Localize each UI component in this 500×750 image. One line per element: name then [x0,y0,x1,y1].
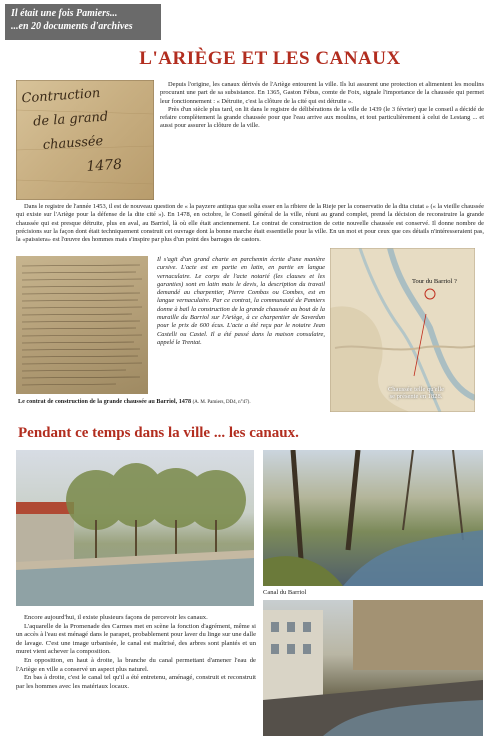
handwriting-line: chaussée [42,133,104,154]
charter-caption [18,398,328,405]
outro-paragraph-2: L'aquarelle de la Promenade des Carmes met en scène la fonction d'agrément, même si un accès à l'eau est ménagé dans le parapet, probablement pour laver du linge sur une dalle de lavage. C'est une image urbanisée, le canal est maîtrisé, des arbres sont plantés et un muret vient achever la composition. [16,622,256,656]
intro-text-upper [160,81,484,131]
intro-paragraph-3: Dans le registre de l'année 1453, il est de nouveau question de « la payzere antiqua que solia esser en la ribiere de la Rieje per la conservatio de la dita ciutat » (« la vieille chaussée qui existe sur l'Ariège pour la défense de la dite cité »). En 1478, en octobre, le Conseil général de la ville, réuni au grand complet, prend la décision de reconstruire la grande chaussée qui est presque détruite, plus en aval, au Barriol, là où elle était anciennement. Le contrat de construction de cette nouvelle chaussée est conservé. Il donne nombre de précisions sur la façon dont était techniquement construit cet ouvrage dont la bonne marche était essentielle pour la ville. En un mot et pour ceux que ces détails n'intéresseraient pas, la «paissiera» est l'œuvre des hommes mais s'inspire par plus d'un point des barrages de castors. [16,203,484,244]
section-heading: Pendant ce temps dans la ville ... les canaux. [18,425,299,441]
series-header [5,4,161,40]
page-title: L'ARIÈGE ET LES CANAUX [139,48,401,69]
map-label-line: Chaussée telle qu'elle [387,386,445,393]
map-label-chaussee [366,386,466,400]
outro-paragraph-4: En bas à droite, c'est le canal tel qu'il a été entretenu, aménagé, construit et reconstruit par les hommes avec les matériaux locaux. [16,674,256,690]
intro-text-lower [16,203,484,244]
charter-text: Il s'agit d'un grand charte en parchemin écrite d'une manière cursive. L'acte est en partie en latin, en partie en langue vernaculaire. Le corps de l'acte notarié (les clauses et les garanties) sont en latin mais le devis, la description du travail demandé au charpentier, Pierre Combas ou Combes, est en langue vernaculaire. Par ce contrat, la communauté de Pamiers donne à bail la construction de la grande chaussée au bout de la muraille du Barriol sur l'Ariège, à ce charpentier de Saverdun pour le prix de 600 écus. L'acte a été reçu par le notaire Jean Castelli ou Castel. Il a été passé dans la maison consulaire, appelé le Trentat. [157,256,325,346]
charter-caption-source: (A. M. Pamiers, DD4, n°47). [192,400,251,405]
handwriting-line: Contruction [21,85,101,107]
map-label-line: se présente en 1828. [389,393,443,400]
watercolor-promenade [16,450,254,606]
canal-caption: Canal du Barriol [263,589,307,596]
charter-description [157,256,325,347]
canal-buildings-photo [263,600,483,736]
outro-text [16,614,256,691]
outro-paragraph-3: En opposition, en haut à droite, la branche du canal permettant d'amener l'eau de l'Ariège en ville a conservé un aspect plus naturel. [16,656,256,673]
map-label-tour: Tour du Barriol ? [412,278,457,285]
outro-paragraph-1: Encore aujourd'hui, il existe plusieurs façons de percevoir les canaux. [24,614,208,621]
canal-barriol-photo [263,450,483,586]
series-line-2: ...en 20 documents d'archives [11,21,133,32]
charter-photo [16,256,148,394]
map-1828 [330,248,475,412]
series-line-1: Il était une fois Pamiers... [11,8,118,19]
archive-label-photo [16,80,154,200]
handwriting-line: 1478 [85,156,123,176]
intro-paragraph-2: Près d'un siècle plus tard, on lit dans le registre de délibérations de la ville de 1439 (le 3 février) que le conseil a décidé de refaire complètement la grande chaussée pour que l'eau arrive aux moulins, et tout particulièrement à celui de Lestang ... et aussi pour assurer la clôture de la ville. [160,105,484,130]
intro-paragraph-1: Depuis l'origine, les canaux dérivés de l'Ariège entourent la ville. Ils lui assurent une protection et alimentent les moulins procurant une part de sa subsistance. En 1365, Gaston Fébus, comte de Foix, signale l'importance de la chaussée qui permet leur fonctionnement : « Détruite, c'est la clôture de la cité qui est détruite ». [160,81,484,105]
handwriting-line: de la grand [32,109,109,130]
charter-caption-title: Le contrat de construction de la grande chaussée au Barriol, 1478 [18,398,192,405]
